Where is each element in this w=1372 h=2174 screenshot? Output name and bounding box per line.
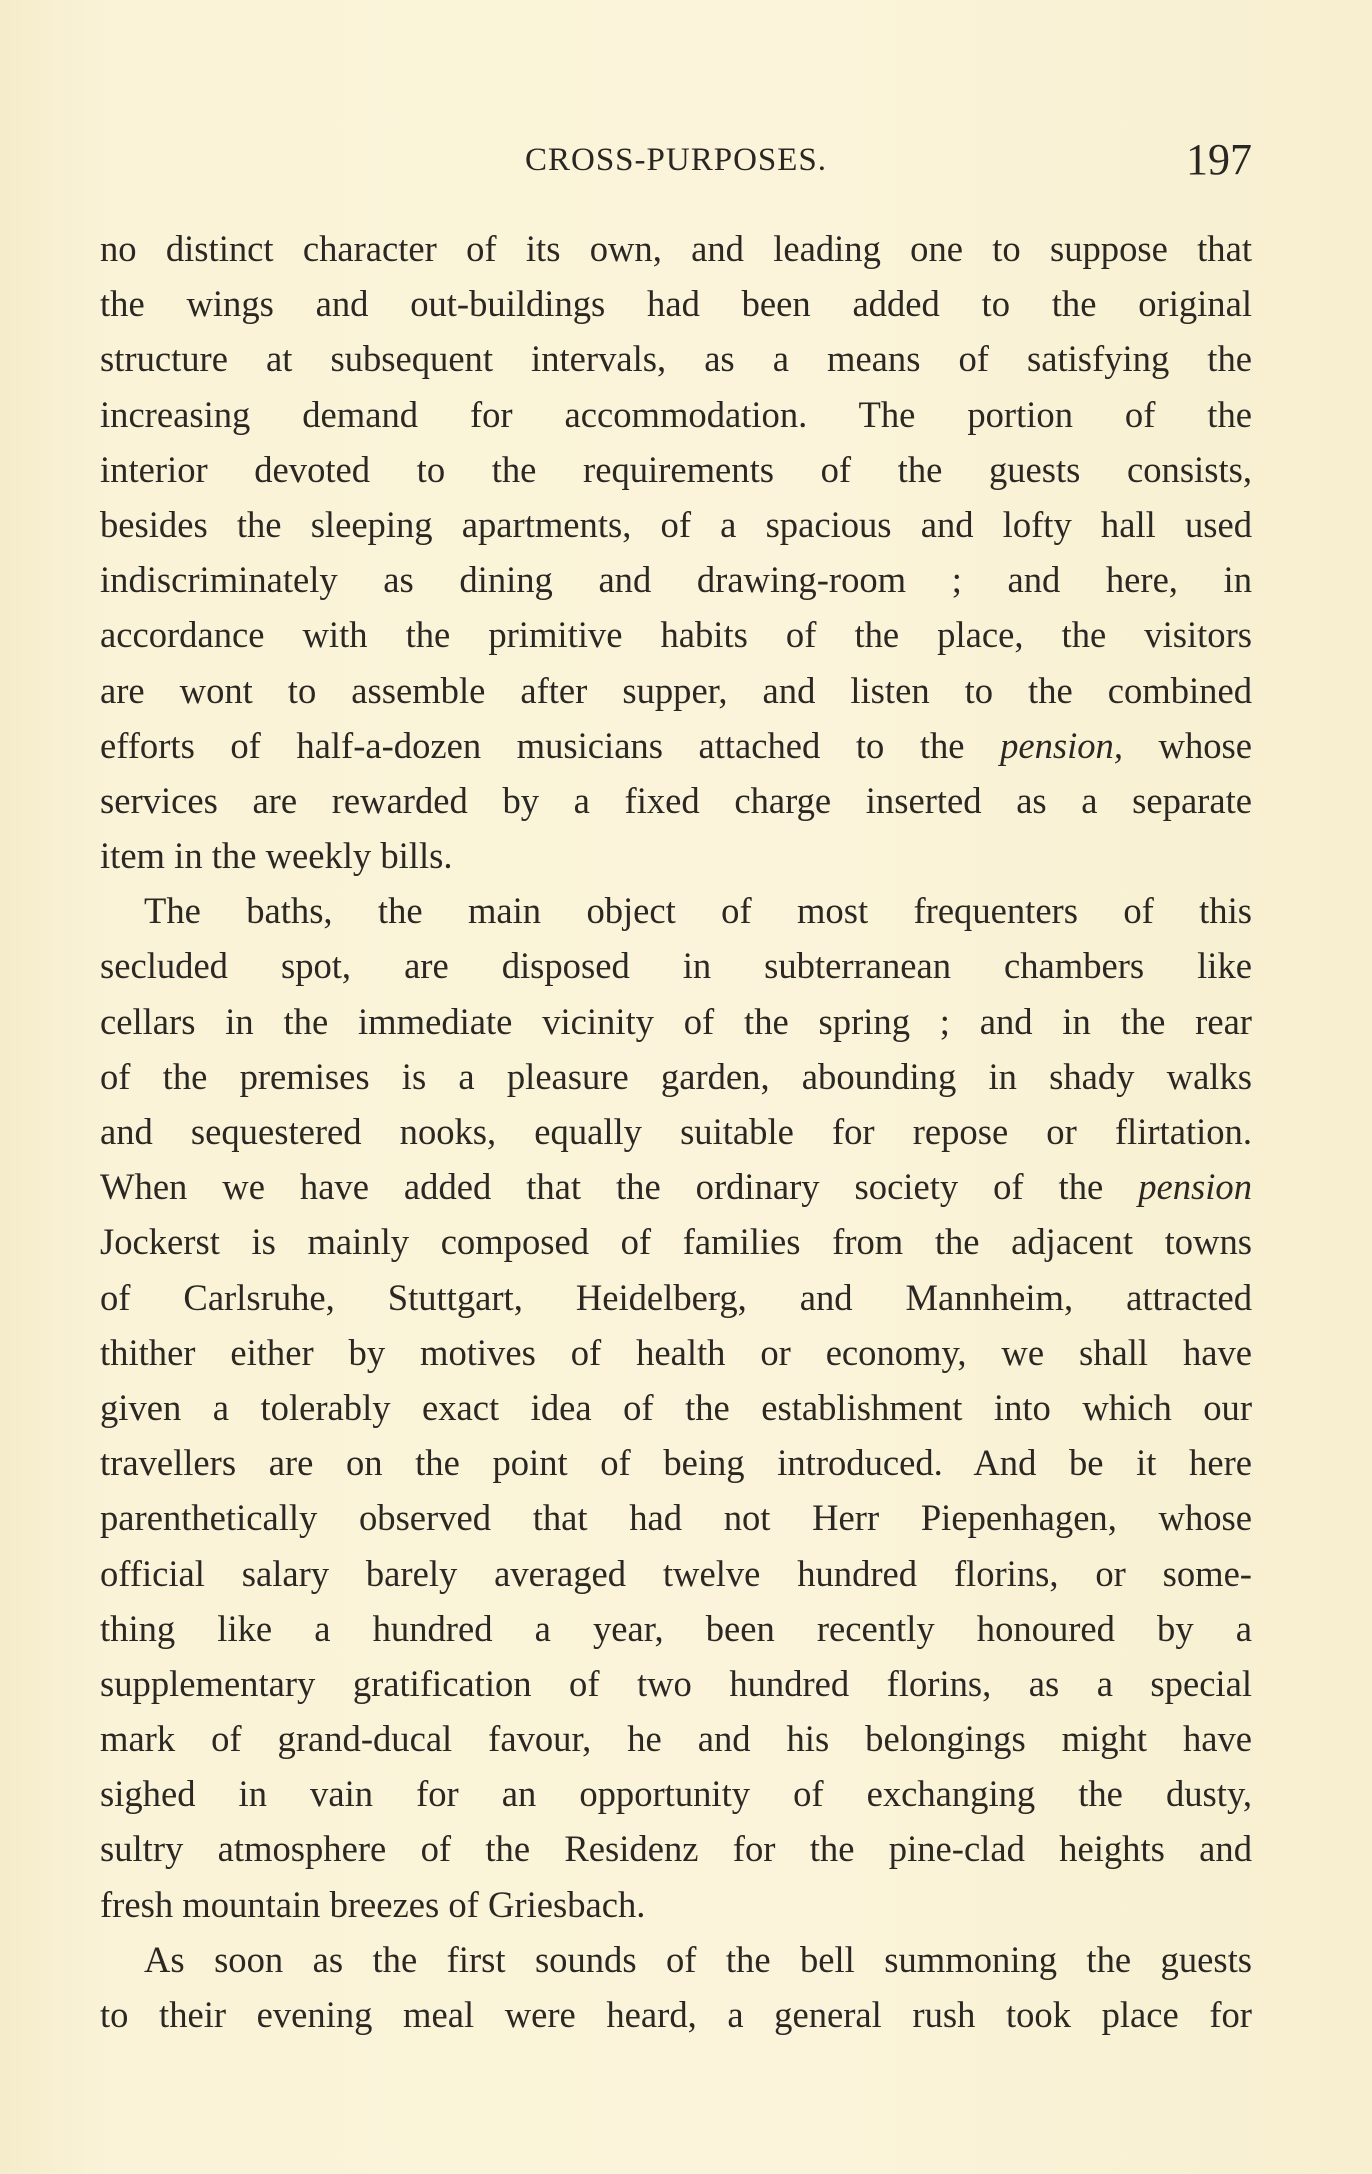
text-line: and sequestered nooks, equally suitable for repose or flirtation. xyxy=(100,1111,1252,1152)
running-head: CROSS-PURPOSES. xyxy=(524,142,828,178)
text-line: supplementary gratification of two hundred florins, as a special xyxy=(100,1662,1252,1704)
text-line: cellars in the immediate vicinity of the spring ; and in the rear xyxy=(100,1000,1252,1042)
text-line: fresh mountain breezes of Griesbach. xyxy=(100,1883,646,1925)
text-line: mark of grand-ducal favour, he and his belongings might have xyxy=(100,1718,1252,1760)
text-line: item in the weekly bills. xyxy=(100,835,453,877)
text-line: efforts of half-a-dozen musicians attached to the pension, whose xyxy=(100,724,1252,766)
text-line: services are rewarded by a fixed charge inserted as a separate xyxy=(100,779,1252,821)
text-line: secluded spot, are disposed in subterranean chambers like xyxy=(100,945,1252,987)
text-line: Jockerst is mainly composed of families from the adjacent towns xyxy=(100,1221,1252,1263)
text-line: of Carlsruhe, Stuttgart, Heidelberg, and Mannheim, attracted xyxy=(100,1276,1252,1318)
text-line: The baths, the main object of most frequenters of this xyxy=(144,890,1252,932)
text-line: besides the sleeping apartments, of a spacious and lofty hall used xyxy=(100,503,1252,545)
text-line: given a tolerably exact idea of the establishment into which our xyxy=(100,1386,1252,1428)
page-header xyxy=(100,134,1252,190)
text-line: thither either by motives of health or economy, we shall have xyxy=(100,1331,1252,1373)
text-line: interior devoted to the requirements of the guests consists, xyxy=(100,448,1252,490)
text-line: travellers are on the point of being introduced. And be it here xyxy=(100,1442,1252,1484)
italic-word: pension, xyxy=(1000,724,1123,766)
text-line: no distinct character of its own, and leading one to suppose that xyxy=(100,228,1252,269)
text-line: increasing demand for accommodation. The portion of the xyxy=(100,393,1252,435)
text-line: sighed in vain for an opportunity of exchanging the dusty, xyxy=(100,1773,1252,1815)
text-line: the wings and out-buildings had been added to the original xyxy=(100,283,1252,325)
text-line: accordance with the primitive habits of the place, the visitors xyxy=(100,614,1252,656)
page-number: 197 xyxy=(1186,135,1252,184)
italic-word: pension xyxy=(1138,1166,1252,1208)
text-line: sultry atmosphere of the Residenz for the pine-clad heights and xyxy=(100,1828,1252,1870)
text-line: to their evening meal were heard, a general rush took place for xyxy=(100,1994,1252,2035)
text-line: structure at subsequent intervals, as a means of satisfying the xyxy=(100,338,1252,380)
text-line: As soon as the first sounds of the bell summoning the guests xyxy=(144,1938,1252,1980)
text-line: thing like a hundred a year, been recently honoured by a xyxy=(100,1607,1252,1649)
text-line: of the premises is a pleasure garden, abounding in shady walks xyxy=(100,1055,1252,1097)
text-line: are wont to assemble after supper, and listen to the combined xyxy=(100,669,1252,711)
text-line: official salary barely averaged twelve hundred florins, or some- xyxy=(100,1552,1252,1594)
text-line: parenthetically observed that had not Herr Piepenhagen, whose xyxy=(100,1497,1252,1539)
text-line: When we have added that the ordinary society of the pension xyxy=(100,1166,1252,1208)
body-text xyxy=(100,221,1252,2042)
text-line: indiscriminately as dining and drawing-room ; and here, in xyxy=(100,559,1252,601)
